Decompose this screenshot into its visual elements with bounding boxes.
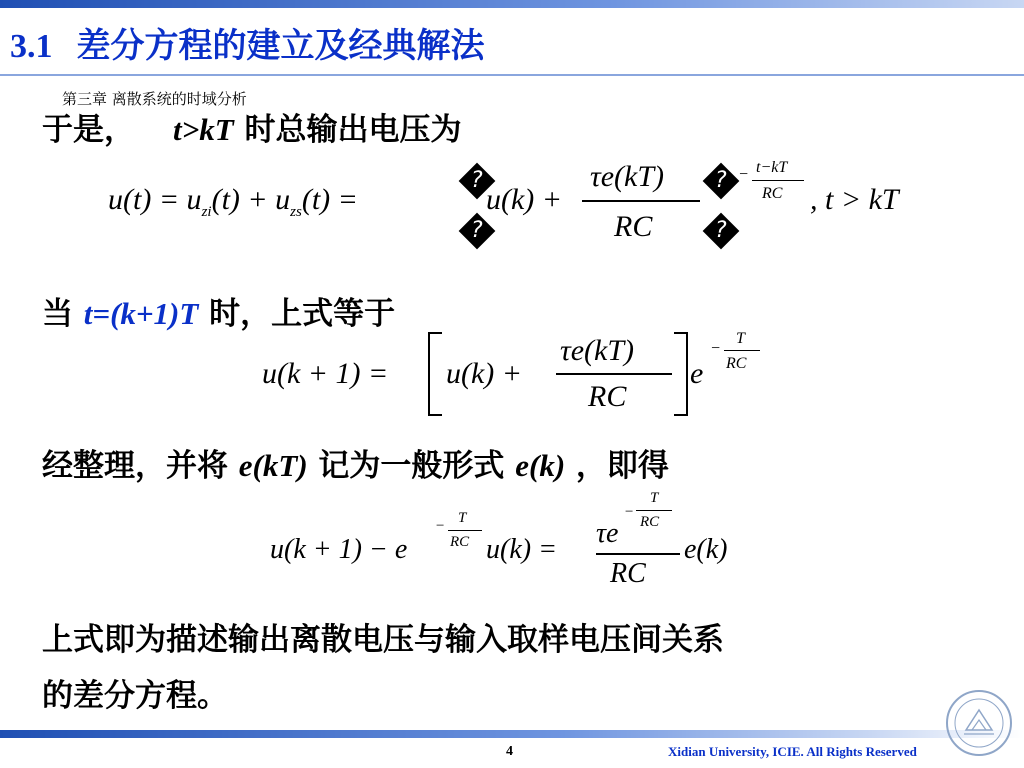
eq2-inner: u(k) + (446, 357, 523, 390)
eq3-exp1-minus: − (435, 518, 446, 534)
eq3-exp2-numerator: T (650, 490, 659, 506)
eq1-mid2: (t) = (301, 183, 358, 216)
eq3-exp1-numerator: T (458, 510, 467, 526)
eq1-zs-subscript: zs (290, 204, 302, 220)
eq2-denominator: RC (588, 380, 627, 413)
eq3-exp1-denominator: RC (450, 534, 470, 550)
eq3-mid: u(k) = (486, 534, 557, 565)
line2-condition: t=(k+1)T (83, 296, 199, 331)
eq3-exp1-bar (448, 530, 482, 531)
missing-glyph-2: ? (459, 213, 496, 250)
eq1-exp-numerator: t−kT (756, 159, 788, 176)
eq1-zi-subscript: zi (201, 204, 212, 220)
missing-glyph-4: ? (703, 213, 740, 250)
section-number: 3.1 (10, 28, 53, 65)
line3-part2: 记为一般形式 (307, 448, 516, 484)
eq2-lhs: u(k + 1) = (262, 357, 389, 390)
line3-part1: 经整理，并将 (42, 448, 239, 484)
eq3-rhs: e(k) (684, 534, 728, 565)
line1-condition: t>kT (173, 112, 234, 147)
eq3-lhs: u(k + 1) − e (270, 534, 408, 565)
line3-ek: e(k) (515, 448, 566, 483)
line1-prefix: 于是， (42, 112, 135, 148)
eq1-uk: u(k) + (486, 183, 563, 216)
eq2-e: e (690, 357, 704, 390)
copyright-text: Xidian University, ICIE. All Rights Reserved (668, 744, 917, 759)
eq3-exp2-bar (636, 510, 672, 511)
eq2-exp-denominator: RC (726, 355, 747, 372)
page-number: 4 (506, 744, 513, 759)
eq3-denominator: RC (610, 558, 646, 589)
eq1-exp-minus: − (738, 166, 749, 183)
eq1-denominator: RC (614, 210, 653, 243)
eq2-exp-minus: − (710, 340, 721, 357)
line2-prefix: 当 (42, 296, 84, 332)
eq3-fraction-bar (596, 553, 680, 555)
eq3-numerator: τe (596, 518, 619, 549)
eq1-condition: , t > kT (810, 183, 899, 216)
bottom-decorative-bar (0, 730, 1024, 738)
eq2-numerator: τe(kT) (560, 334, 635, 367)
eq1-numerator: τe(kT) (590, 160, 665, 193)
conclusion-line-1: 上式即为描述输出离散电压与输入取样电压间关系 (42, 622, 724, 658)
line2-suffix: 时，上式等于 (198, 296, 396, 332)
eq3-exp2-minus: − (624, 504, 635, 520)
chapter-label: 第三章 离散系统的时域分析 (62, 90, 247, 108)
eq1-exp-denominator: RC (762, 185, 783, 202)
missing-glyph-1: ? (459, 163, 496, 200)
eq1-mid: (t) + u (211, 183, 291, 216)
line3-ekt: e(kT) (238, 448, 308, 483)
line1-suffix: 时总输出电压为 (233, 112, 462, 148)
eq2-exp-numerator: T (736, 330, 745, 347)
line3-part3: ，即得 (565, 448, 669, 484)
conclusion-line-2: 的差分方程。 (42, 678, 228, 714)
university-seal-icon (944, 688, 1014, 758)
eq3-exp2-denominator: RC (640, 514, 660, 530)
missing-glyph-3: ? (703, 163, 740, 200)
section-title-text: 差分方程的建立及经典解法 (76, 26, 485, 66)
eq1-lhs: u(t) = u (108, 183, 202, 216)
